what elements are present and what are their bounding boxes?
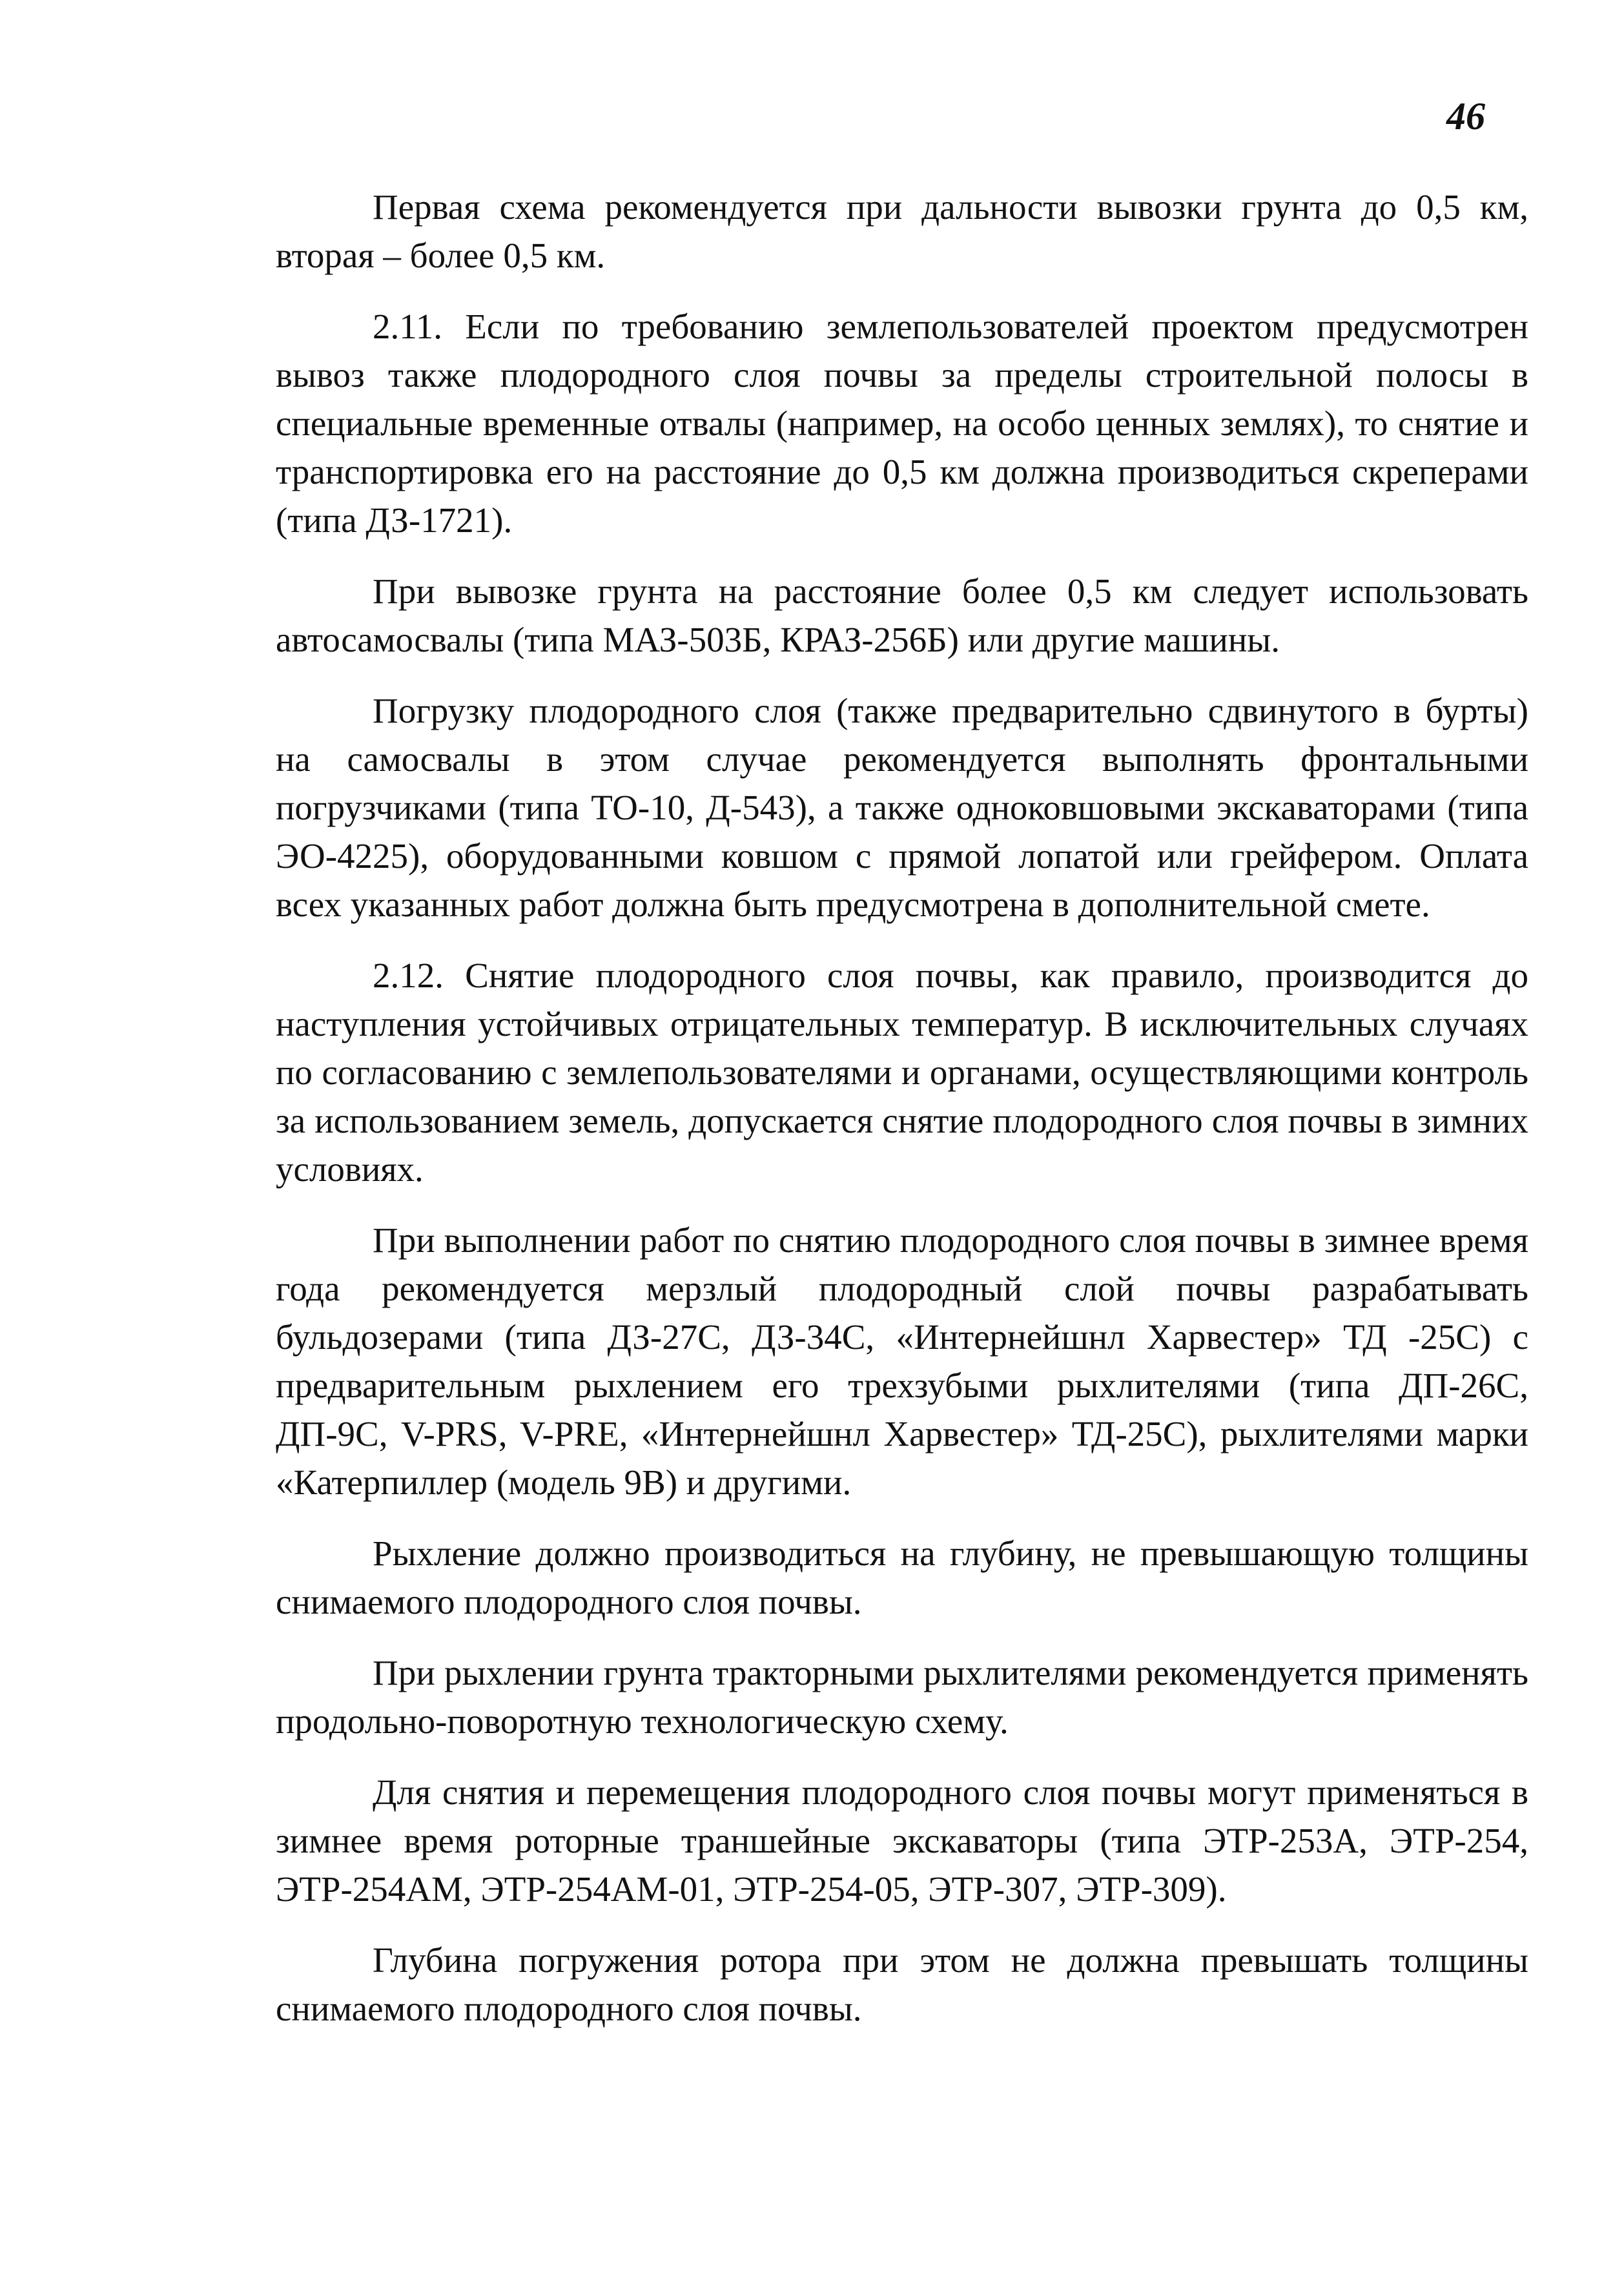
- paragraph-winter-works: При выполнении работ по снятию плодородного слоя почвы в зимнее время года рекомендуется мерзлый плодородный слой почвы разрабатывать бульдозерами (типа ДЗ-27С, ДЗ-34С, «Интернейшнл Харвестер» ТД -25С) с предварительным рыхлением его трехзубыми рыхлителями (типа ДП-26С, ДП-9С, V-PRS, V-PRE, «Интернейшнл Харвестер» ТД-25С), рыхлителями марки «Катерпиллер (модель 9В) и другими.: [276, 1220, 1528, 1502]
- paragraph-trench-excavators: Для снятия и перемещения плодородного слоя почвы могут применяться в зимнее время роторные траншейные экскаваторы (типа ЭТР-253А, ЭТР-254, ЭТР-254АМ, ЭТР-254АМ-01, ЭТР-254-05, ЭТР-307, ЭТР-309).: [276, 1772, 1528, 1909]
- paragraph-loading: Погрузку плодородного слоя (также предварительно сдвинутого в бурты) на самосвалы в этом случае рекомендуется выполнять фронтальными погрузчиками (типа ТО-10, Д-543), а также одноковшовыми экскаваторами (типа ЭО-4225), оборудованными ковшом с прямой лопатой или грейфером. Оплата всех указанных работ должна быть предусмотрена в дополнительной смете.: [276, 691, 1528, 924]
- paragraph-2-11: 2.11. Если по требованию землепользователей проектом предусмотрен вывоз также плодородного слоя почвы за пределы строительной полосы в специальные временные отвалы (например, на особо ценных землях), то снятие и транспортировка его на расстояние до 0,5 км должна производиться скреперами (типа ДЗ-1721).: [276, 307, 1528, 540]
- page-number: 46: [1446, 95, 1485, 138]
- paragraph-dump-trucks: При вывозке грунта на расстояние более 0,5 км следует использовать автосамосвалы (типа МАЗ-503Б, КРАЗ-256Б) или другие машины.: [276, 571, 1528, 659]
- paragraph-2-12: 2.12. Снятие плодородного слоя почвы, как правило, производится до наступления устойчивых отрицательных температур. В исключительных случаях по согласованию с землепользователями и органами, осуществляющими контроль за использованием земель, допускается снятие плодородного слоя почвы в зимних условиях.: [276, 956, 1528, 1189]
- document-body: [276, 183, 1528, 2055]
- paragraph-rotor-depth: Глубина погружения ротора при этом не должна превышать толщины снимаемого плодородного слоя почвы.: [276, 1940, 1528, 2028]
- paragraph-loosening-depth: Рыхление должно производиться на глубину, не превышающую толщины снимаемого плодородного слоя почвы.: [276, 1534, 1528, 1621]
- paragraph-scheme-distance: Первая схема рекомендуется при дальности вывозки грунта до 0,5 км, вторая – более 0,5 км.: [276, 187, 1528, 275]
- paragraph-tractor-loosening: При рыхлении грунта тракторными рыхлителями рекомендуется применять продольно-поворотную технологическую схему.: [276, 1653, 1528, 1741]
